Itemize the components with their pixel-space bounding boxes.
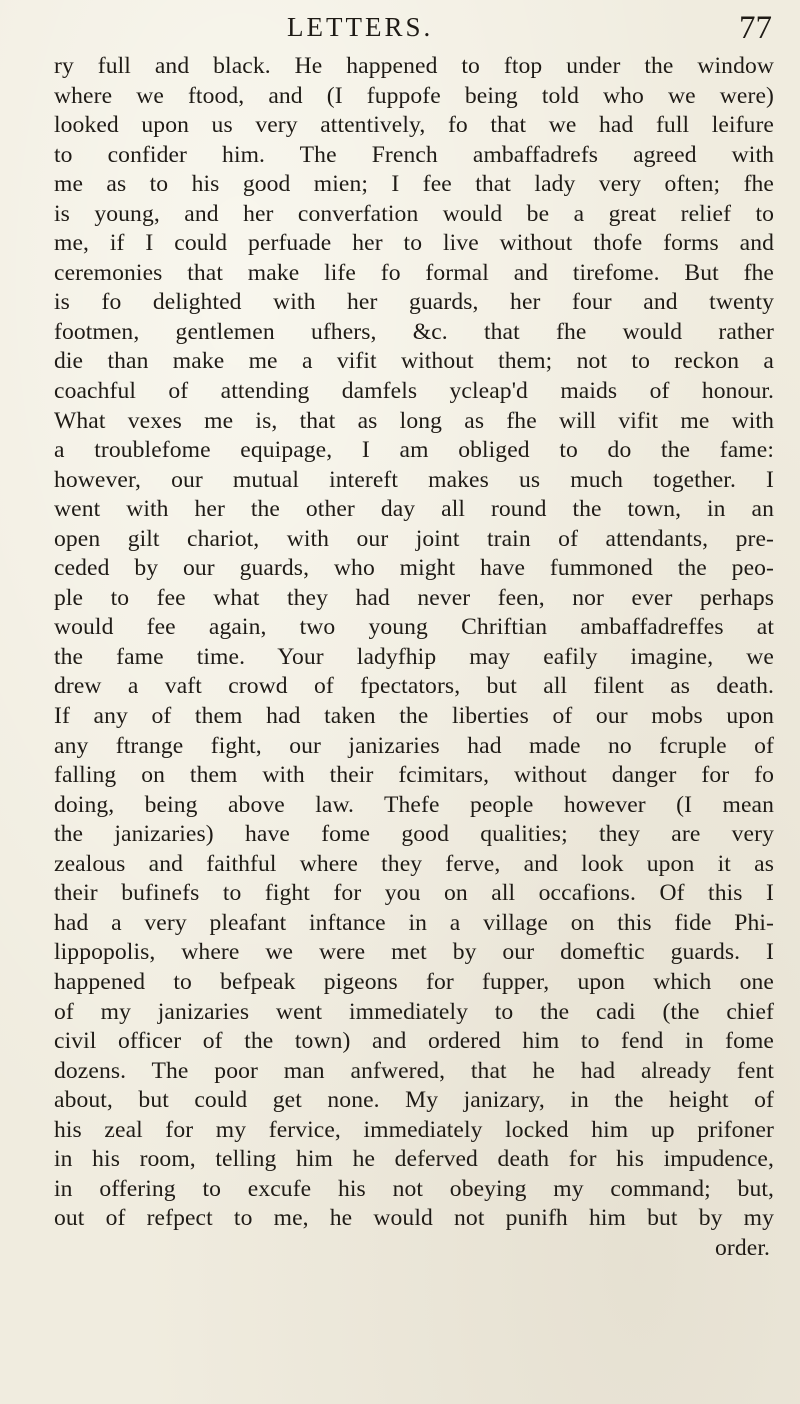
text-line: ple to fee what they had never feen, nor ever perhaps <box>54 584 774 611</box>
text-line: ceded by our guards, who might have fummoned the peo- <box>54 555 774 582</box>
text-line: me, if I could perfuade her to live without thofe forms and <box>54 230 774 257</box>
text-line: in his room, telling him he deferved death for his impudence, <box>54 1146 774 1173</box>
text-line: ry full and black. He happened to ftop under the window <box>54 53 774 79</box>
text-line: lippopolis, where we were met by our domeftic guards. I <box>54 939 774 966</box>
text-line: me as to his good mien; I fee that lady very often; fhe <box>54 171 774 198</box>
text-line: ceremonies that make life fo formal and tirefome. But fhe <box>54 259 774 286</box>
running-head-title: LETTERS. <box>287 12 434 42</box>
text-line: happened to befpeak pigeons for fupper, upon which one <box>54 968 774 995</box>
text-line: order. <box>715 1234 770 1261</box>
text-line: open gilt chariot, with our joint train of attendants, pre- <box>54 525 774 552</box>
text-line: the janizaries) have fome good qualities; they are very <box>54 821 774 848</box>
text-line: had a very pleafant inftance in a village on this fide Phi- <box>54 909 774 936</box>
text-line: the fame time. Your ladyfhip may eafily imagine, we <box>54 643 774 670</box>
text-line: coachful of attending damfels ycleap'd maids of honour. <box>54 378 774 405</box>
text-line: to confider him. The French ambaffadrefs agreed with <box>54 141 774 168</box>
text-line: What vexes me is, that as long as fhe will vifit me with <box>54 407 774 434</box>
text-line: falling on them with their fcimitars, without danger for fo <box>54 762 774 789</box>
text-line: their bufinefs to fight for you on all occafions. Of this I <box>54 880 774 907</box>
text-line: drew a vaft crowd of fpectators, but all filent as death. <box>54 673 774 700</box>
text-line: would fee again, two young Chriftian ambaffadreffes at <box>54 614 774 641</box>
text-line: any ftrange fight, our janizaries had made no fcruple of <box>54 732 774 759</box>
text-line: went with her the other day all round the town, in an <box>54 496 774 523</box>
text-line: is young, and her converfation would be a great relief to <box>54 200 774 227</box>
text-line: dozens. The poor man anfwered, that he had already fent <box>54 1057 774 1084</box>
text-line: looked upon us very attentively, fo that we had full leifure <box>54 112 774 139</box>
text-line: where we ftood, and (I fuppofe being told who we were) <box>54 82 774 109</box>
text-line: die than make me a vifit without them; not to reckon a <box>54 348 774 375</box>
text-line: a troublefome equipage, I am obliged to do the fame: <box>54 437 774 464</box>
text-line: of my janizaries went immediately to the cadi (the chief <box>54 998 774 1025</box>
text-line: doing, being above law. Thefe people however (I mean <box>54 791 774 818</box>
text-line: footmen, gentlemen ufhers, &c. that fhe would rather <box>54 318 774 345</box>
page-number: 77 <box>739 10 772 46</box>
text-line: in offering to excufe his not obeying my command; but, <box>54 1175 774 1202</box>
running-head <box>54 8 774 48</box>
text-line: his zeal for my fervice, immediately locked him up prifoner <box>54 1116 774 1143</box>
text-line: however, our mutual intereft makes us much together. I <box>54 466 774 493</box>
text-line: If any of them had taken the liberties of our mobs upon <box>54 703 774 730</box>
body-text <box>54 52 774 1263</box>
text-line: civil officer of the town) and ordered him to fend in fome <box>54 1028 774 1055</box>
text-line: out of refpect to me, he would not punifh him but by my <box>54 1205 774 1232</box>
text-line: is fo delighted with her guards, her four and twenty <box>54 289 774 316</box>
text-line: zealous and faithful where they ferve, and look upon it as <box>54 850 774 877</box>
text-line: about, but could get none. My janizary, in the height of <box>54 1087 774 1114</box>
